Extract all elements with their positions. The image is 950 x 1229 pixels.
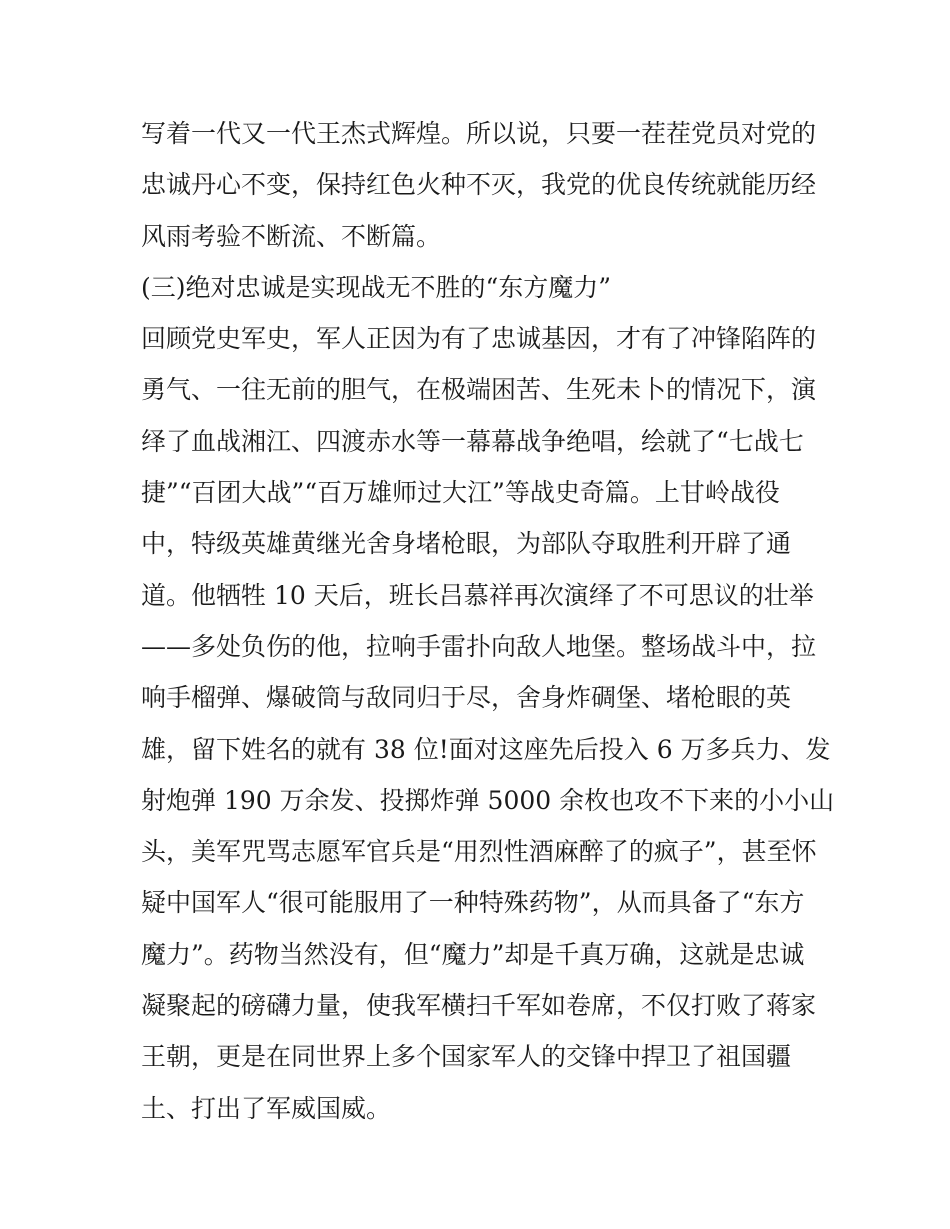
text-line: 响手榴弹、爆破筒与敌同归于尽，舍身炸碉堡、堵枪眼的英	[141, 683, 792, 713]
text-line: 勇气、一往无前的胆气，在极端困苦、生死未卜的情况下，演	[141, 375, 817, 405]
text-line: 中，特级英雄黄继光舍身堵枪眼，为部队夺取胜利开辟了通	[141, 529, 792, 559]
text-line: 回顾党史军史，军人正因为有了忠诚基因，才有了冲锋陷阵的	[141, 324, 817, 354]
text-line: 凝聚起的磅礴力量，使我军横扫千军如卷席，不仅打败了蒋家	[141, 991, 817, 1021]
text-line: 捷”“百团大战”“百万雄师过大江”等战史奇篇。上甘岭战役	[141, 478, 780, 508]
text-line: 风雨考验不断流、不断篇。	[141, 221, 442, 251]
text-line: 王朝，更是在同世界上多个国家军人的交锋中捍卫了祖国疆	[141, 1042, 792, 1072]
text-line: 射炮弹 190 万余发、投掷炸弹 5000 余枚也攻不下来的小小山	[141, 785, 835, 815]
text-line: ——多处负伤的他，拉响手雷扑向敌人地堡。整场战斗中，拉	[141, 631, 817, 661]
text-line: 疑中国军人“很可能服用了一种特殊药物”，从而具备了“东方	[141, 888, 805, 918]
text-line: 写着一代又一代王杰式辉煌。所以说，只要一茬茬党员对党的	[141, 119, 817, 148]
body-text	[141, 108, 835, 1134]
text-line: 道。他牺牲 10 天后，班长吕慕祥再次演绎了不可思议的壮举	[141, 580, 814, 610]
text-line: 头，美军咒骂志愿军官兵是“用烈性酒麻醉了的疯子”，甚至怀	[141, 837, 817, 867]
text-line: 雄，留下姓名的就有 38 位!面对这座先后投入 6 万多兵力、发	[141, 734, 831, 764]
text-line: 绎了血战湘江、四渡赤水等一幕幕战争绝唱，绘就了“七战七	[141, 426, 804, 456]
section-heading: (三)绝对忠诚是实现战无不胜的“东方魔力”	[141, 272, 612, 302]
text-line: 忠诚丹心不变，保持红色火种不灭，我党的优良传统就能历经	[141, 170, 817, 200]
text-line: 土、打出了军威国威。	[141, 1093, 392, 1123]
text-line: 魔力”。药物当然没有，但“魔力”却是千真万确，这就是忠诚	[141, 939, 805, 969]
